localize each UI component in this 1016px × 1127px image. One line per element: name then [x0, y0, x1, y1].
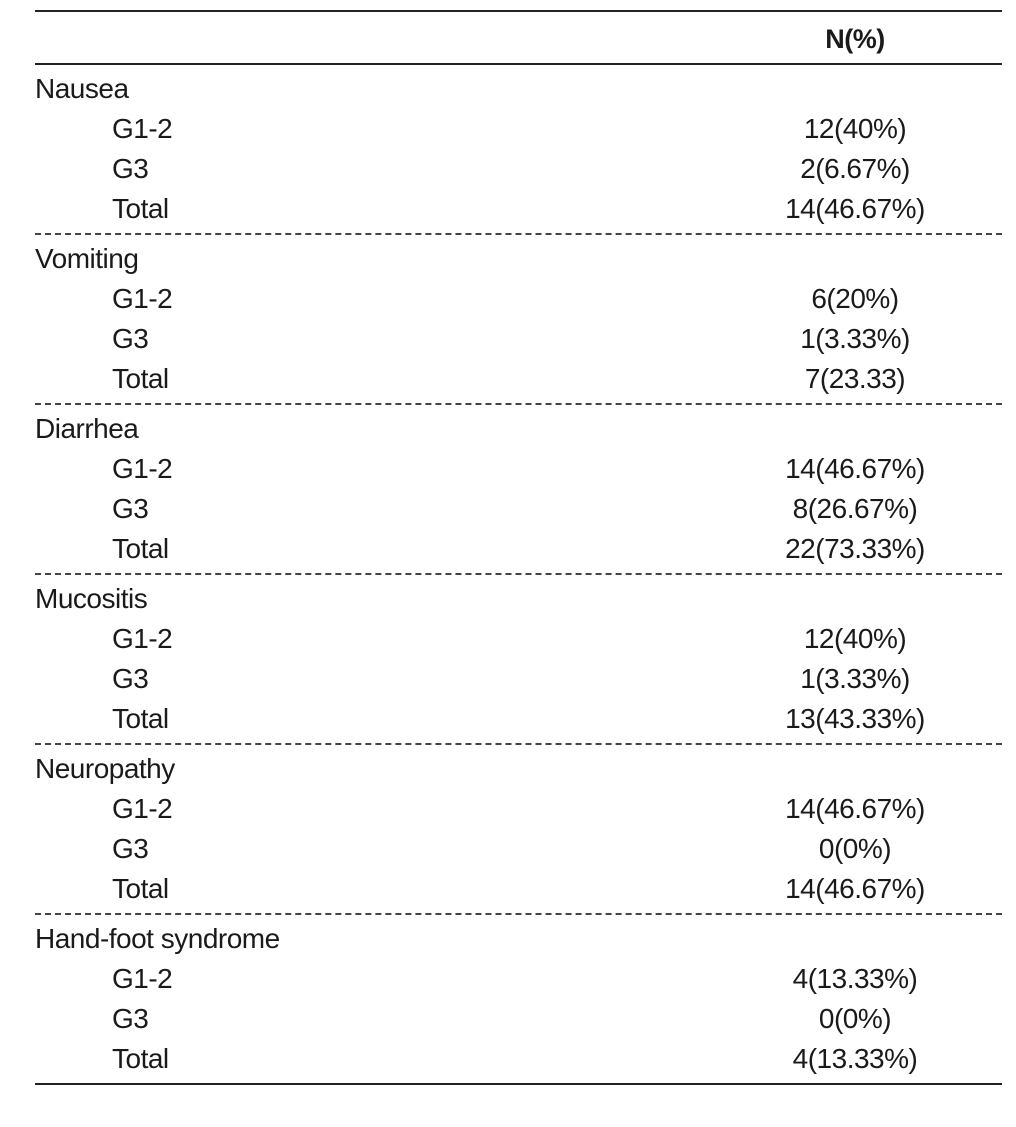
category-label: Nausea [35, 73, 129, 104]
category-label: Hand-foot syndrome [35, 923, 280, 954]
table-row [35, 919, 1002, 959]
table-row [35, 69, 1002, 109]
grade-label: G3 [112, 493, 149, 524]
category-label: Neuropathy [35, 753, 175, 784]
count-percent-value: 13(43.33%) [785, 703, 925, 734]
count-percent-value: 8(26.67%) [792, 493, 918, 524]
grade-label: G3 [112, 833, 149, 864]
table-row [35, 1039, 1002, 1079]
count-percent-value: 7(23.33) [804, 363, 906, 394]
table-row [35, 749, 1002, 789]
grade-label: G1-2 [112, 793, 173, 824]
table-row [35, 829, 1002, 869]
table-row [35, 109, 1002, 149]
grade-label: G3 [112, 323, 149, 354]
grade-label: Total [112, 533, 169, 564]
table-header-row [35, 12, 1002, 63]
table-row [35, 959, 1002, 999]
category-label: Vomiting [35, 243, 139, 274]
count-percent-value: 0(0%) [818, 833, 892, 864]
count-percent-value: 4(13.33%) [792, 963, 918, 994]
grade-label: G1-2 [112, 453, 173, 484]
table-row [35, 579, 1002, 619]
table-body [35, 65, 1002, 1083]
grade-label: G3 [112, 1003, 149, 1034]
table-group [35, 575, 1002, 743]
grade-label: G3 [112, 663, 149, 694]
table-group [35, 405, 1002, 573]
table-bottom-rule [35, 1083, 1002, 1085]
table-row [35, 239, 1002, 279]
table-row [35, 999, 1002, 1039]
grade-label: G1-2 [112, 113, 173, 144]
count-percent-value: 14(46.67%) [785, 793, 925, 824]
count-percent-value: 22(73.33%) [785, 533, 925, 564]
table-row [35, 409, 1002, 449]
count-percent-value: 6(20%) [811, 283, 899, 314]
header-n-percent: N(%) [825, 24, 885, 54]
table-group [35, 235, 1002, 403]
count-percent-value: 14(46.67%) [785, 453, 925, 484]
count-percent-value: 1(3.33%) [800, 663, 910, 694]
table-row [35, 699, 1002, 739]
table-row [35, 619, 1002, 659]
count-percent-value: 2(6.67%) [800, 153, 910, 184]
count-percent-value: 14(46.67%) [785, 193, 925, 224]
count-percent-value: 1(3.33%) [800, 323, 910, 354]
grade-label: Total [112, 193, 169, 224]
table-group [35, 745, 1002, 913]
table-row [35, 279, 1002, 319]
count-percent-value: 12(40%) [803, 623, 907, 654]
grade-label: G1-2 [112, 623, 173, 654]
grade-label: Total [112, 873, 169, 904]
grade-label: Total [112, 703, 169, 734]
table-row [35, 449, 1002, 489]
table-group [35, 915, 1002, 1083]
count-percent-value: 0(0%) [818, 1003, 892, 1034]
table-row [35, 359, 1002, 399]
count-percent-value: 4(13.33%) [792, 1043, 918, 1074]
count-percent-value: 14(46.67%) [785, 873, 925, 904]
category-label: Diarrhea [35, 413, 139, 444]
table-row [35, 789, 1002, 829]
table-row [35, 869, 1002, 909]
table-group [35, 65, 1002, 233]
table-row [35, 319, 1002, 359]
grade-label: G1-2 [112, 963, 173, 994]
grade-label: G1-2 [112, 283, 173, 314]
table-row [35, 489, 1002, 529]
grade-label: Total [112, 1043, 169, 1074]
category-label: Mucositis [35, 583, 148, 614]
table-row [35, 659, 1002, 699]
count-percent-value: 12(40%) [803, 113, 907, 144]
adverse-events-table [35, 10, 1002, 1085]
grade-label: G3 [112, 153, 149, 184]
table-row [35, 149, 1002, 189]
table-row [35, 529, 1002, 569]
grade-label: Total [112, 363, 169, 394]
table-row [35, 189, 1002, 229]
